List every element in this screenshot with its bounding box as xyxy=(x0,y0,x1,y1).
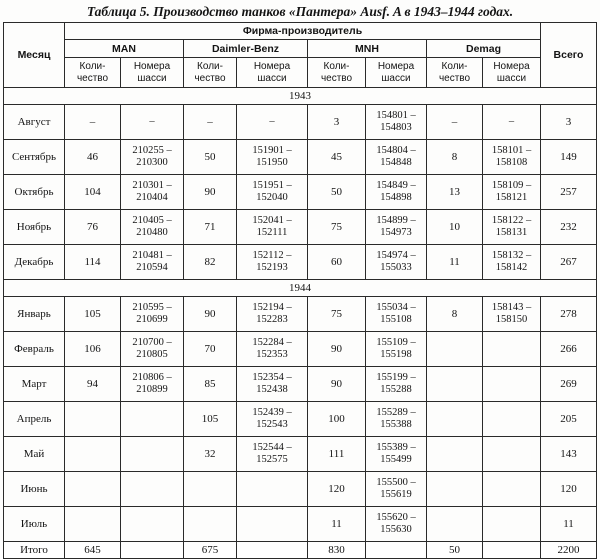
month-header: Месяц xyxy=(4,23,65,88)
demag-qty-cell xyxy=(427,472,483,507)
daimler-benz-qty-cell xyxy=(184,507,237,542)
demag-chassis-cell: 158132 – 158142 xyxy=(483,245,541,280)
daimler-benz-chassis-total-cell xyxy=(237,542,308,559)
man-chassis-cell: – xyxy=(121,105,184,140)
daimler-benz-chassis-cell: 152439 – 152543 xyxy=(237,402,308,437)
row-total-cell: 257 xyxy=(541,175,597,210)
firm-header-mnh: MNH xyxy=(308,40,427,58)
man-qty-cell xyxy=(65,437,121,472)
qty-subheader: Коли- чество xyxy=(427,58,483,88)
daimler-benz-chassis-cell: 152112 – 152193 xyxy=(237,245,308,280)
man-chassis-cell: 210595 – 210699 xyxy=(121,297,184,332)
demag-qty-cell: 8 xyxy=(427,297,483,332)
demag-qty-cell xyxy=(427,367,483,402)
man-chassis-cell: 210301 – 210404 xyxy=(121,175,184,210)
demag-chassis-cell xyxy=(483,472,541,507)
man-chassis-cell xyxy=(121,472,184,507)
demag-qty-cell: 11 xyxy=(427,245,483,280)
daimler-benz-chassis-cell xyxy=(237,507,308,542)
firm-header-daimler-benz: Daimler-Benz xyxy=(184,40,308,58)
table-header xyxy=(4,23,597,88)
daimler-benz-qty-cell: 82 xyxy=(184,245,237,280)
mnh-chassis-cell: 155289 – 155388 xyxy=(366,402,427,437)
grand-total-cell: 2200 xyxy=(541,542,597,559)
daimler-benz-chassis-cell: 151901 – 151950 xyxy=(237,140,308,175)
daimler-benz-chassis-cell: 151951 – 152040 xyxy=(237,175,308,210)
man-qty-cell: 106 xyxy=(65,332,121,367)
man-chassis-cell: 210405 – 210480 xyxy=(121,210,184,245)
month-cell: Февраль xyxy=(4,332,65,367)
man-qty-cell xyxy=(65,507,121,542)
demag-chassis-cell xyxy=(483,437,541,472)
month-cell: Май xyxy=(4,437,65,472)
daimler-benz-chassis-cell: 152354 – 152438 xyxy=(237,367,308,402)
demag-total-cell: 50 xyxy=(427,542,483,559)
table-row xyxy=(4,472,597,507)
table-row xyxy=(4,105,597,140)
man-chassis-cell xyxy=(121,402,184,437)
man-qty-cell: 114 xyxy=(65,245,121,280)
mnh-chassis-cell: 155620 – 155630 xyxy=(366,507,427,542)
mnh-qty-cell: 11 xyxy=(308,507,366,542)
man-qty-cell: – xyxy=(65,105,121,140)
daimler-benz-chassis-cell: 152194 – 152283 xyxy=(237,297,308,332)
demag-qty-cell: 8 xyxy=(427,140,483,175)
row-total-cell: 205 xyxy=(541,402,597,437)
row-total-cell: 232 xyxy=(541,210,597,245)
mnh-qty-cell: 45 xyxy=(308,140,366,175)
daimler-benz-qty-cell: 50 xyxy=(184,140,237,175)
totals-label: Итого xyxy=(4,542,65,559)
row-total-cell: 11 xyxy=(541,507,597,542)
daimler-benz-chassis-cell: 152041 – 152111 xyxy=(237,210,308,245)
man-qty-cell: 94 xyxy=(65,367,121,402)
demag-chassis-cell: – xyxy=(483,105,541,140)
month-cell: Июль xyxy=(4,507,65,542)
mnh-chassis-cell: 154804 – 154848 xyxy=(366,140,427,175)
table-row xyxy=(4,507,597,542)
man-chassis-total-cell xyxy=(121,542,184,559)
row-total-cell: 3 xyxy=(541,105,597,140)
mnh-qty-cell: 75 xyxy=(308,210,366,245)
chassis-subheader: Номера шасси xyxy=(121,58,184,88)
man-qty-cell: 76 xyxy=(65,210,121,245)
totals-row xyxy=(4,542,597,559)
table-row xyxy=(4,140,597,175)
mnh-qty-cell: 90 xyxy=(308,332,366,367)
table-row xyxy=(4,175,597,210)
daimler-benz-qty-cell: 71 xyxy=(184,210,237,245)
table-row xyxy=(4,367,597,402)
man-chassis-cell: 210255 – 210300 xyxy=(121,140,184,175)
month-cell: Октябрь xyxy=(4,175,65,210)
row-total-cell: 267 xyxy=(541,245,597,280)
man-chassis-cell: 210481 – 210594 xyxy=(121,245,184,280)
demag-chassis-cell: 158101 – 158108 xyxy=(483,140,541,175)
month-cell: Январь xyxy=(4,297,65,332)
demag-qty-cell xyxy=(427,332,483,367)
man-qty-cell: 105 xyxy=(65,297,121,332)
month-cell: Ноябрь xyxy=(4,210,65,245)
daimler-benz-qty-cell: 105 xyxy=(184,402,237,437)
mnh-qty-cell: 100 xyxy=(308,402,366,437)
qty-subheader: Коли- чество xyxy=(184,58,237,88)
row-total-cell: 143 xyxy=(541,437,597,472)
year-label: 1944 xyxy=(4,280,597,297)
subheader-row xyxy=(4,58,597,88)
daimler-benz-qty-cell: 90 xyxy=(184,297,237,332)
mnh-chassis-cell: 154849 – 154898 xyxy=(366,175,427,210)
table-row xyxy=(4,332,597,367)
row-total-cell: 149 xyxy=(541,140,597,175)
year-label: 1943 xyxy=(4,88,597,105)
mnh-chassis-cell: 154974 – 155033 xyxy=(366,245,427,280)
man-chassis-cell xyxy=(121,437,184,472)
mnh-chassis-cell: 155034 – 155108 xyxy=(366,297,427,332)
mnh-chassis-cell: 154801 – 154803 xyxy=(366,105,427,140)
month-cell: Июнь xyxy=(4,472,65,507)
mnh-total-cell: 830 xyxy=(308,542,366,559)
year-row xyxy=(4,88,597,105)
mnh-qty-cell: 3 xyxy=(308,105,366,140)
mnh-chassis-cell: 154899 – 154973 xyxy=(366,210,427,245)
row-total-cell: 278 xyxy=(541,297,597,332)
demag-chassis-cell: 158143 – 158150 xyxy=(483,297,541,332)
man-qty-cell xyxy=(65,472,121,507)
row-total-cell: 266 xyxy=(541,332,597,367)
demag-chassis-cell xyxy=(483,402,541,437)
man-chassis-cell: 210700 – 210805 xyxy=(121,332,184,367)
table-row xyxy=(4,437,597,472)
manufacturer-header: Фирма-производитель xyxy=(65,23,541,40)
mnh-chassis-cell: 155109 – 155198 xyxy=(366,332,427,367)
daimler-benz-qty-cell: – xyxy=(184,105,237,140)
month-cell: Апрель xyxy=(4,402,65,437)
mnh-qty-cell: 120 xyxy=(308,472,366,507)
daimler-benz-chassis-cell xyxy=(237,472,308,507)
table-row xyxy=(4,402,597,437)
man-chassis-cell xyxy=(121,507,184,542)
demag-qty-cell: – xyxy=(427,105,483,140)
demag-qty-cell xyxy=(427,437,483,472)
mnh-chassis-cell: 155199 – 155288 xyxy=(366,367,427,402)
table-body xyxy=(4,88,597,559)
demag-qty-cell: 10 xyxy=(427,210,483,245)
man-total-cell: 645 xyxy=(65,542,121,559)
qty-subheader: Коли- чество xyxy=(308,58,366,88)
man-chassis-cell: 210806 – 210899 xyxy=(121,367,184,402)
daimler-benz-qty-cell: 32 xyxy=(184,437,237,472)
table-row xyxy=(4,297,597,332)
mnh-chassis-cell: 155500 – 155619 xyxy=(366,472,427,507)
daimler-benz-chassis-cell: 152544 – 152575 xyxy=(237,437,308,472)
daimler-benz-qty-cell: 85 xyxy=(184,367,237,402)
demag-chassis-cell xyxy=(483,367,541,402)
mnh-qty-cell: 50 xyxy=(308,175,366,210)
demag-chassis-cell xyxy=(483,507,541,542)
mnh-qty-cell: 60 xyxy=(308,245,366,280)
demag-chassis-cell xyxy=(483,332,541,367)
mnh-chassis-cell: 155389 – 155499 xyxy=(366,437,427,472)
row-total-cell: 269 xyxy=(541,367,597,402)
table-title: Таблица 5. Производство танков «Пантера» Ausf. A в 1943–1944 годах. xyxy=(86,4,514,19)
demag-qty-cell: 13 xyxy=(427,175,483,210)
chassis-subheader: Номера шасси xyxy=(366,58,427,88)
demag-chassis-cell: 158122 – 158131 xyxy=(483,210,541,245)
daimler-benz-qty-cell xyxy=(184,472,237,507)
month-cell: Август xyxy=(4,105,65,140)
daimler-benz-qty-cell: 90 xyxy=(184,175,237,210)
mnh-qty-cell: 111 xyxy=(308,437,366,472)
man-qty-cell xyxy=(65,402,121,437)
daimler-benz-qty-cell: 70 xyxy=(184,332,237,367)
total-header: Всего xyxy=(541,23,597,88)
month-cell: Декабрь xyxy=(4,245,65,280)
year-row xyxy=(4,280,597,297)
daimler-benz-chassis-cell: – xyxy=(237,105,308,140)
firm-header-demag: Demag xyxy=(427,40,541,58)
table-row xyxy=(4,245,597,280)
mnh-qty-cell: 90 xyxy=(308,367,366,402)
demag-chassis-cell: 158109 – 158121 xyxy=(483,175,541,210)
month-cell: Сентябрь xyxy=(4,140,65,175)
production-table xyxy=(3,22,597,559)
demag-qty-cell xyxy=(427,507,483,542)
qty-subheader: Коли- чество xyxy=(65,58,121,88)
chassis-subheader: Номера шасси xyxy=(483,58,541,88)
chassis-subheader: Номера шасси xyxy=(237,58,308,88)
table-row xyxy=(4,210,597,245)
firm-header-man: MAN xyxy=(65,40,184,58)
demag-chassis-total-cell xyxy=(483,542,541,559)
daimler-benz-chassis-cell: 152284 – 152353 xyxy=(237,332,308,367)
month-cell: Март xyxy=(4,367,65,402)
row-total-cell: 120 xyxy=(541,472,597,507)
daimler-benz-total-cell: 675 xyxy=(184,542,237,559)
demag-qty-cell xyxy=(427,402,483,437)
man-qty-cell: 104 xyxy=(65,175,121,210)
mnh-qty-cell: 75 xyxy=(308,297,366,332)
man-qty-cell: 46 xyxy=(65,140,121,175)
mnh-chassis-total-cell xyxy=(366,542,427,559)
